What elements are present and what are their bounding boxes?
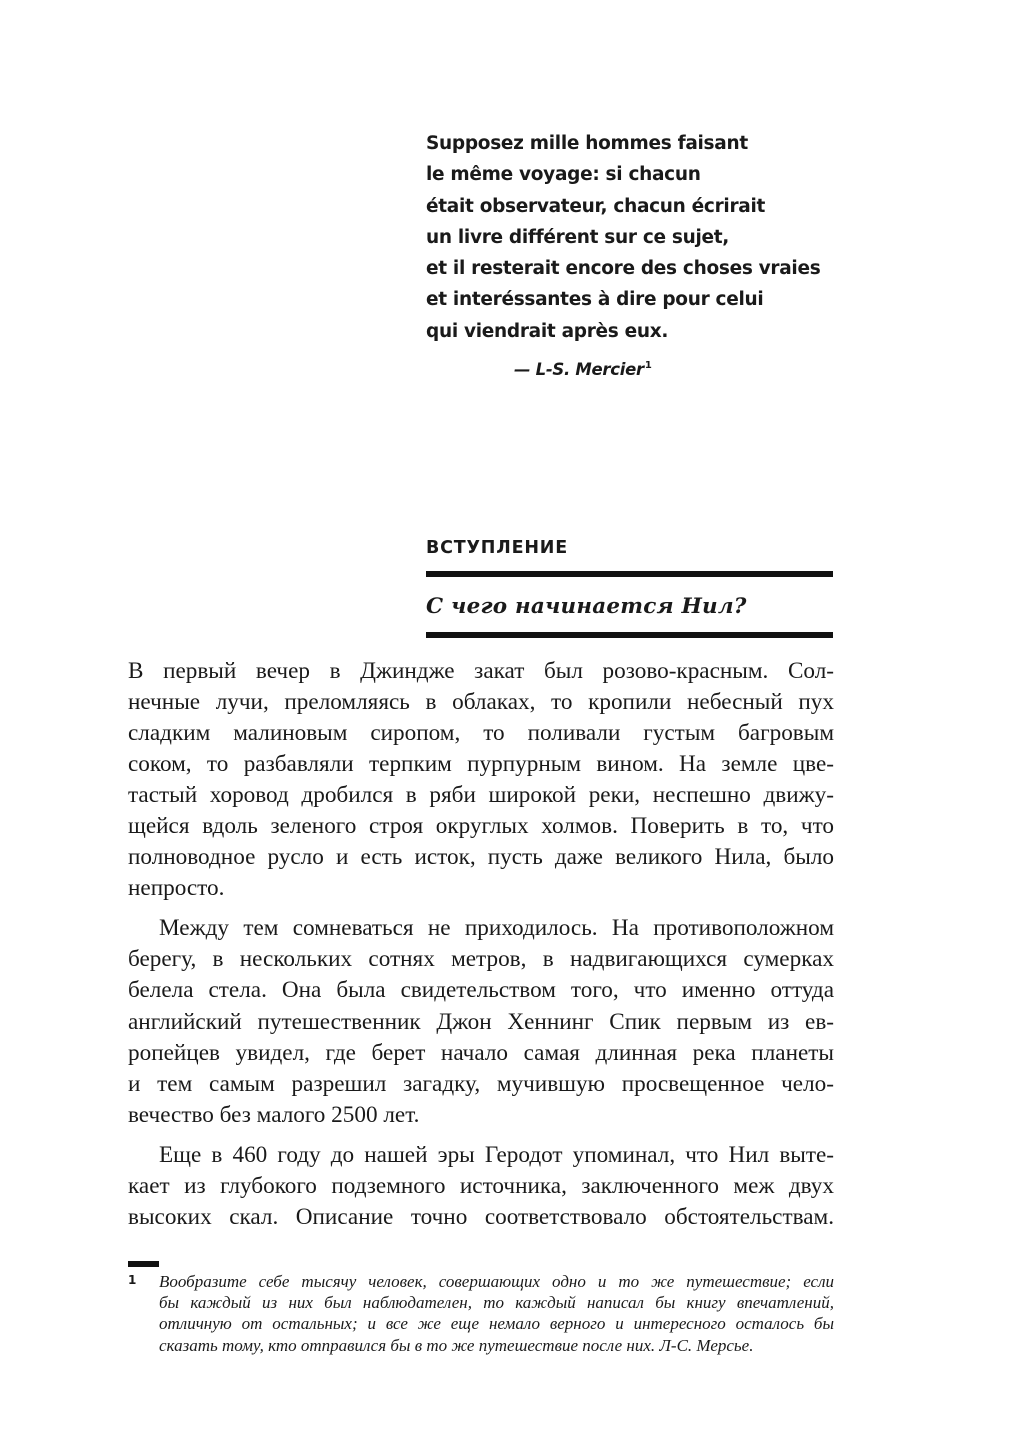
epigraph-line: Supposez mille hommes faisant — [426, 133, 748, 154]
paragraph-2-line: белела стела. Она была свидетельством того, что именно оттуда — [128, 977, 834, 1004]
footnote-line: отличную от остальных; и все же еще немало верного и интересного осталось бы — [159, 1314, 834, 1334]
paragraph-2-line: берегу, в нескольких сотнях метров, в надвигающихся сумерках — [128, 946, 834, 973]
section-label: ВСТУПЛЕНИЕ — [426, 538, 568, 558]
epigraph-line: et il resterait encore des choses vraies — [426, 258, 821, 280]
paragraph-2-line: Между тем сомневаться не приходилось. На противоположном — [159, 915, 834, 942]
chapter-title: С чего начинается Нил? — [426, 594, 747, 619]
footnote-reference[interactable]: 1 — [644, 360, 652, 371]
paragraph-1-line: В первый вечер в Джиндже закат был розово-красным. Сол- — [128, 658, 834, 684]
footnote-separator — [128, 1261, 159, 1267]
paragraph-gap — [128, 1131, 834, 1140]
epigraph — [426, 128, 846, 347]
paragraph-3-line: высоких скал. Описание точно соответствовало обстоятельствам. — [128, 1203, 834, 1230]
body-text — [128, 656, 834, 1233]
footnote-line: Вообразите себе тысячу человек, совершающих одно и то же путешествие; если — [159, 1272, 834, 1291]
paragraph-1-line: тастый хоровод дробился в ряби широкой реки, неспешно движу- — [128, 782, 834, 809]
paragraph-1-line: полноводное русло и есть исток, пусть даже великого Нила, было — [128, 844, 834, 871]
epigraph-line: un livre différent sur ce sujet, — [426, 226, 730, 248]
paragraph-2-line: ропейцев увидел, где берет начало самая длинная река планеты — [128, 1039, 834, 1066]
paragraph-1-line: нечные лучи, преломляясь в облаках, то кропили небесный пух — [128, 689, 834, 716]
footnote-text — [159, 1271, 834, 1356]
footnote-number: 1 — [128, 1273, 137, 1287]
paragraph-1-line: щейся вдоль зеленого строя округлых холмов. Поверить в то, что — [128, 813, 834, 840]
paragraph-1-line: соком, то разбавляли терпким пурпурным вином. На земле цве- — [128, 751, 834, 778]
epigraph-line: était observateur, chacun écrirait — [426, 195, 766, 217]
section-rule-bottom — [426, 632, 833, 638]
paragraph-gap — [128, 904, 834, 913]
paragraph-2-line: и тем самым разрешил загадку, мучившую просвещенное чело- — [128, 1070, 834, 1097]
epigraph-line: et interéssantes à dire pour celui — [426, 289, 764, 311]
epigraph-author — [514, 360, 652, 379]
paragraph-1-line: сладким малиновым сиропом, то поливали густым багровым — [128, 720, 834, 747]
paragraph-3-line: Еще в 460 году до нашей эры Геродот упоминал, что Нил выте- — [159, 1141, 834, 1168]
footnote-line: сказать тому, кто отправился бы в то же путешествие после них. Л-С. Мерсье. — [159, 1335, 754, 1355]
paragraph-2-line: английский путешественник Джон Хеннинг Спик первым из ев- — [128, 1008, 834, 1035]
footnote-line: бы каждый из них был наблюдателен, то каждый написал бы книгу впечатлений, — [159, 1293, 834, 1313]
paragraph-1-line: непросто. — [128, 875, 225, 902]
paragraph-2-line: вечество без малого 2500 лет. — [128, 1101, 420, 1128]
paragraph-3-line: кает из глубокого подземного источника, заключенного меж двух — [128, 1172, 834, 1199]
epigraph-author-name: — L-S. Mercier — [514, 360, 644, 379]
section-rule-top — [426, 571, 833, 577]
epigraph-line: qui viendrait après eux. — [426, 320, 669, 342]
epigraph-line: le même voyage: si chacun — [426, 164, 701, 186]
